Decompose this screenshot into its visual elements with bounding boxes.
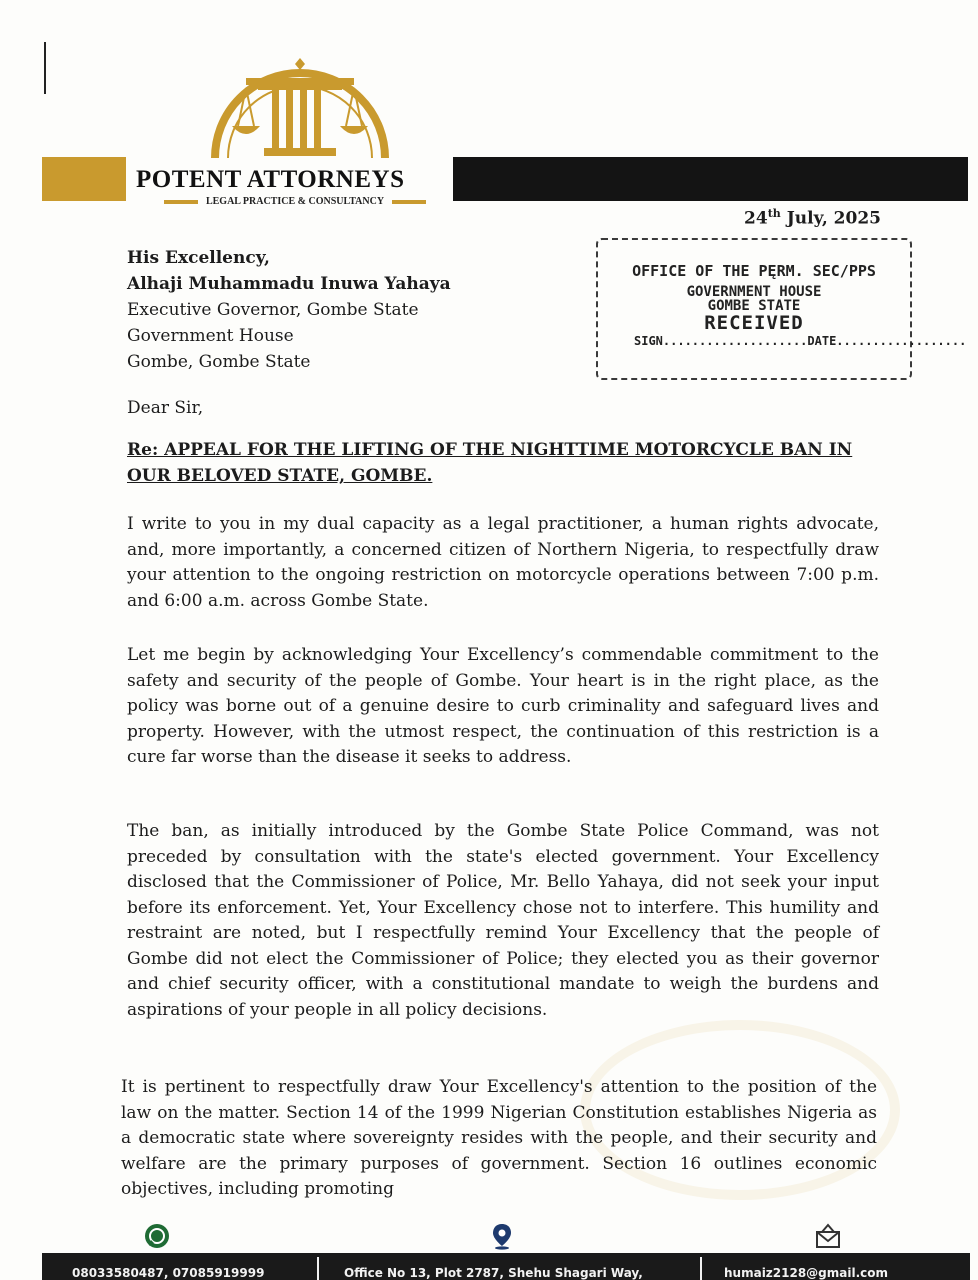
location-pin-icon <box>488 1222 516 1250</box>
letterhead-footer <box>42 1253 970 1280</box>
date-suffix: th <box>767 207 781 220</box>
stamp-office: OFFICE OF THE PĘRM. SEC/PPS <box>632 262 876 280</box>
scales-of-justice-logo <box>200 38 400 163</box>
page-edge-mark <box>44 42 46 94</box>
footer-phones: 08033580487, 07085919999 <box>72 1266 265 1280</box>
footer-email: humaiz2128@gmail.com <box>724 1266 889 1280</box>
letter-subject: Re: APPEAL FOR THE LIFTING OF THE NIGHTTIME MOTORCYCLE BAN IN OUR BELOVED STATE, GOMBE. <box>127 440 853 486</box>
recipient-office: Executive Governor, Gombe State <box>127 300 419 320</box>
tagline-bar-right <box>392 200 426 204</box>
date-rest: July, 2025 <box>780 208 881 229</box>
recipient-city: Gombe, Gombe State <box>127 352 311 372</box>
tagline-bar-left <box>164 200 198 204</box>
footer-divider-2 <box>700 1257 702 1280</box>
firm-tagline-row <box>145 196 445 207</box>
stamp-sign-date: SIGN....................DATE.................. <box>634 334 967 348</box>
footer-address: Office No 13, Plot 2787, Shehu Shagari Way, <box>344 1266 643 1280</box>
stamp-state: GOMBE STATE <box>707 298 801 314</box>
stamp-received: RECEIVED <box>704 312 804 334</box>
footer-divider-1 <box>317 1257 319 1280</box>
recipient-building: Government House <box>127 326 294 346</box>
body-paragraph-3: The ban, as initially introduced by the Gombe State Police Command, was not preceded by consultation with the state's elected government. Your Excellency disclosed that the Commissioner of Police, Mr. Bello Yahaya, did not seek your input before its enforcement. Yet, Your Excellency chose not to interfere. This humility and restraint are noted, but I respectfully remind Your Excellency that the people of Gombe did not elect the Commissioner of Police; they elected you as their governor and chief security officer, with a constitutional mandate to weigh the burdens and aspirations of your people in all policy decisions. <box>127 821 879 1020</box>
stamp-house: GOVERNMENT HOUSE <box>686 284 822 300</box>
header-black-band <box>453 157 968 201</box>
whatsapp-icon <box>143 1222 171 1250</box>
email-icon <box>814 1222 842 1250</box>
recipient-title: His Excellency, <box>127 248 270 268</box>
recipient-address <box>127 245 451 375</box>
received-stamp <box>596 238 967 380</box>
header-gold-band <box>42 157 126 201</box>
body-paragraph-2: Let me begin by acknowledging Your Excellency’s commendable commitment to the safety and security of the people of Gombe. Your heart is in the right place, as the policy was borne out of a genuine desire to curb criminality and safeguard lives and property. However, with the utmost respect, the continuation of this restriction is a cure far worse than the disease it seeks to address. <box>127 645 879 767</box>
body-paragraph-4: It is pertinent to respectfully draw Your Excellency's attention to the position of the law on the matter. Section 14 of the 1999 Nigerian Constitution establishes Nigeria as a democratic state where sovereignty resides with the people, and their security and welfare are the primary purposes of government. Section 16 outlines economic objectives, including promoting <box>121 1077 877 1199</box>
date-day: 24 <box>744 208 768 229</box>
letter-date <box>744 207 881 229</box>
firm-tagline: LEGAL PRACTICE & CONSULTANCY <box>205 196 385 207</box>
firm-name: POTENT ATTORNEYS <box>136 166 405 193</box>
recipient-name: Alhaji Muhammadu Inuwa Yahaya <box>127 274 451 294</box>
body-paragraph-1: I write to you in my dual capacity as a legal practitioner, a human rights advocate, and, more importantly, a concerned citizen of Northern Nigeria, to respectfully draw your attention to the ongoing restriction on motorcycle operations between 7:00 p.m. and 6:00 a.m. across Gombe State. <box>127 514 879 611</box>
salutation: Dear Sir, <box>127 398 204 418</box>
